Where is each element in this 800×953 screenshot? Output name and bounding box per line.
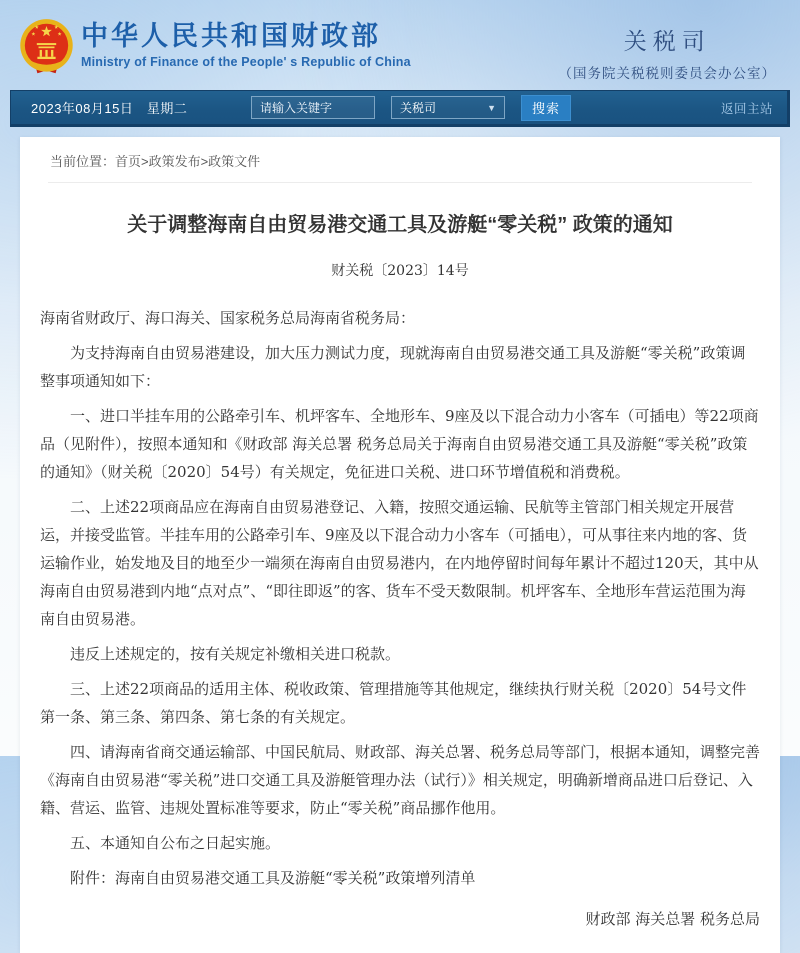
breadcrumb-bar <box>48 137 752 183</box>
brand-block <box>81 21 411 69</box>
return-home-link[interactable]: 返回主站 <box>720 101 773 116</box>
search-scope-select[interactable] <box>391 96 505 119</box>
document-paragraph: 附件：海南自由贸易港交通工具及游艇“零关税”政策增列清单 <box>70 869 476 887</box>
site-header <box>0 0 800 90</box>
department-name: 关税司 <box>623 27 711 54</box>
search-input[interactable] <box>251 96 375 119</box>
site-subtitle: Ministry of Finance of the People' s Republic of China <box>81 55 411 70</box>
national-emblem-icon <box>18 18 75 75</box>
document-paragraph: 二、上述22项商品应在海南自由贸易港登记、入籍，按照交通运输、民航等主管部门相关规定开展营运，并接受监管。半挂车用的公路牵引车、9座及以下混合动力小客车（可插电），可从事往来内地的客、货运输作业，始发地及目的地至少一端须在海南自由贸易港内，在内地停留时间每年累计不超过120天，其中从海南自由贸易港到内地“点对点”、“即往即返”的客、货车不受天数限制。机坪客车、全地形车营运范围为海南自由贸易港。 <box>40 498 759 628</box>
document-paragraph: 一、进口半挂车用的公路牵引车、机坪客车、全地形车、9座及以下混合动力小客车（可插电）等22项商品（见附件），按照本通知和《财政部 海关总署 税务总局关于海南自由贸易港交通工具及游艇“零关税”政策的通知》（财关税〔2020〕54号）有关规定，免征进口关税、进口环节增值税和消费税。 <box>40 407 759 481</box>
document-body <box>40 304 760 892</box>
document-title: 关于调整海南自由贸易港交通工具及游艇“零关税” 政策的通知 <box>127 214 673 236</box>
document-paragraph: 五、本通知自公布之日起实施。 <box>70 834 281 852</box>
document-number: 财关税〔2023〕14号 <box>331 263 469 279</box>
document-signature: 财政部 海关总署 税务总局 <box>585 910 760 928</box>
breadcrumb[interactable]: 当前位置：首页>政策发布>政策文件 <box>50 154 261 169</box>
document-paragraph: 海南省财政厅、海口海关、国家税务总局海南省税务局： <box>40 309 416 327</box>
nav-bar <box>10 90 790 127</box>
document-paragraph: 违反上述规定的，按有关规定补缴相关进口税款。 <box>70 645 401 663</box>
site-title: 中华人民共和国财政部 <box>81 20 381 51</box>
document-paragraph: 为支持海南自由贸易港建设，加大压力测试力度，现就海南自由贸易港交通工具及游艇“零关税”政策调整事项通知如下： <box>40 344 746 390</box>
search-button[interactable]: 搜索 <box>521 95 571 121</box>
department-subname: （国务院关税税则委员会办公室） <box>558 65 776 81</box>
current-date: 2023年08月15日 星期二 <box>31 101 188 116</box>
chevron-down-icon: ▼ <box>487 102 496 113</box>
document-paragraph: 四、请海南省商交通运输部、中国民航局、财政部、海关总署、税务总局等部门，根据本通知，调整完善《海南自由贸易港“零关税”进口交通工具及游艇管理办法（试行）》相关规定，明确新增商品进口后登记、入籍、营运、监管、违规处置标准等要求，防止“零关税”商品挪作他用。 <box>40 743 761 817</box>
search-scope-value: 关税司 <box>400 101 437 115</box>
content-panel <box>20 137 780 953</box>
document-paragraph: 三、上述22项商品的适用主体、税收政策、管理措施等其他规定，继续执行财关税〔2020〕54号文件第一条、第三条、第四条、第七条的有关规定。 <box>40 680 747 726</box>
department-block <box>559 23 777 82</box>
